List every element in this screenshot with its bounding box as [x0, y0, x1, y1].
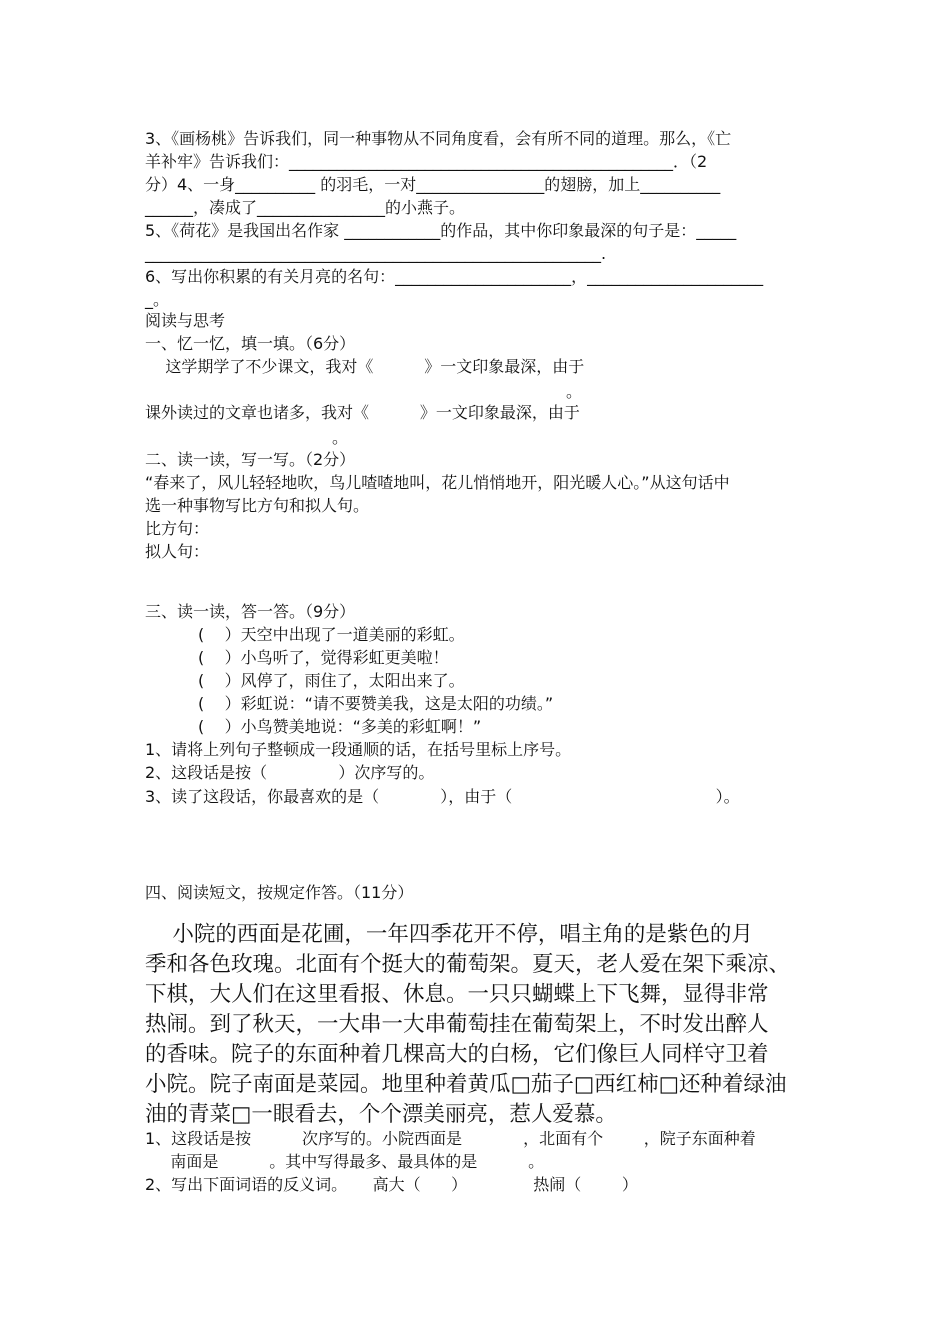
- part4-question-1-line-2: 南面是 。其中写得最多、最具体的是 。: [145, 1152, 545, 1171]
- part3-question-2: 2、这段话是按（ ）次序写的。: [145, 763, 435, 782]
- part3-question-1: 1、请将上列句子整顿成一段通顺的话，在括号里标上序号。: [145, 740, 572, 759]
- part2-line-1: “春来了，风儿轻轻地吹，鸟儿喳喳地叫，花儿悄悄地开，阳光暖人心。”从这句话中: [145, 473, 730, 492]
- part3-sentence-3: ( ）风停了，雨住了，太阳出来了。: [198, 671, 465, 690]
- part1-period-1: 。: [566, 382, 583, 401]
- part1-line-2: 课外读过的文章也诸多，我对《 》一文印象最深，由于: [145, 403, 580, 422]
- personification-label: 拟人句：: [145, 542, 210, 561]
- part2-title: 二、读一读，写一写。（2分）: [145, 450, 356, 469]
- passage-line-6: 小院。院子南面是菜园。地里种着黄瓜□茄子□西红柿□还种着绿油: [145, 1072, 787, 1097]
- q4-line-2: ______，凑成了________________的小燕子。: [145, 198, 466, 217]
- part4-question-1-line-1: 1、这段话是按 次序写的。小院西面是 ，北面有个 ，院子东面种着: [145, 1129, 756, 1148]
- passage-line-2: 季和各色玫瑰。北面有个挺大的葡萄架。夏天，老人爱在架下乘凉、: [145, 952, 791, 977]
- part3-sentence-4: ( ）彩虹说：“请不要赞美我，这是太阳的功绩。”: [198, 694, 554, 713]
- q4-line-1: 分）4、一身__________ 的羽毛，一对________________的翅膀，加上__________: [145, 175, 721, 194]
- passage-line-3: 下棋，大人们在这里看报、休息。一只只蝴蝶上下飞舞，显得非常: [145, 982, 769, 1007]
- q3-line-2: 羊补牢》告诉我们：________________________________________________．（2: [145, 152, 708, 171]
- q5-line-2: _________________________________________________________.: [145, 244, 607, 263]
- part1-period-2: 。: [332, 428, 349, 447]
- part4-question-2: 2、写出下面词语的反义词。 高大（ ） 热闹（ ）: [145, 1175, 638, 1194]
- passage-line-5: 的香味。院子的东面种着几棵高大的白杨，它们像巨人同样守卫着: [145, 1042, 769, 1067]
- q3-line-1: 3、《画杨桃》告诉我们，同一种事物从不同角度看，会有所不同的道理。那么，《亡: [145, 129, 732, 148]
- simile-label: 比方句：: [145, 519, 210, 538]
- q6-line-2: _。: [145, 290, 170, 309]
- passage-line-4: 热闹。到了秋天，一大串一大串葡萄挂在葡萄架上，不时发出醉人: [145, 1012, 769, 1037]
- reading-section-title: 阅读与思考: [145, 311, 226, 330]
- part1-title: 一、忆一忆，填一填。（6分）: [145, 334, 356, 353]
- q6-line-1: 6、写出你积累的有关月亮的名句：______________________，______________________: [145, 267, 764, 286]
- part3-title: 三、读一读，答一答。（9分）: [145, 602, 356, 621]
- part4-title: 四、阅读短文，按规定作答。（11分）: [145, 883, 414, 902]
- passage-line-7: 油的青菜□一眼看去，个个漂美丽亮，惹人爱慕。: [145, 1102, 617, 1127]
- part3-question-3: 3、读了这段话，你最喜欢的是（ ），由于（ ）。: [145, 787, 740, 806]
- q5-line-1: 5、《荷花》是我国出名作家 ____________的作品，其中你印象最深的句子是：_____: [145, 221, 737, 240]
- passage-line-1: 小院的西面是花圃，一年四季花开不停，唱主角的是紫色的月: [145, 922, 753, 947]
- part3-sentence-2: ( ）小鸟听了，觉得彩虹更美啦！: [198, 648, 449, 667]
- part3-sentence-1: ( ）天空中出现了一道美丽的彩虹。: [198, 625, 465, 644]
- part1-line-1: 这学期学了不少课文，我对《 》一文印象最深，由于: [145, 357, 585, 376]
- part3-sentence-5: ( ）小鸟赞美地说：“多美的彩虹啊！”: [198, 717, 482, 736]
- part2-line-2: 选一种事物写比方句和拟人句。: [145, 496, 370, 515]
